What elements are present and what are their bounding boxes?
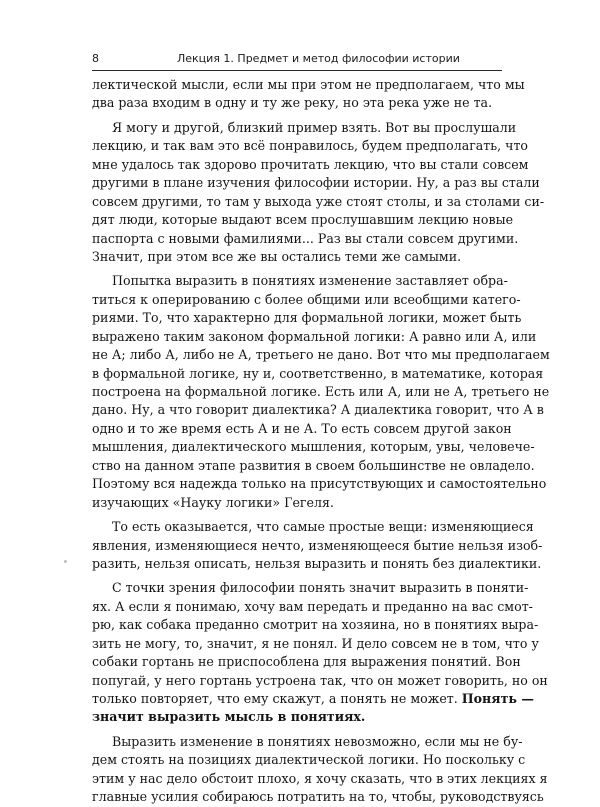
text-line: риями. То, что характерно для формальной логики, может быть [92, 310, 522, 326]
text-line: ство на данном этапе развития в своем большинстве не овладело. [92, 457, 535, 473]
text-line: два раза входим в одну и ту же реку, но эта река уже не та. [92, 95, 493, 111]
text-line: в формальной логике, ну и, соответственно, в математике, которая [92, 365, 544, 381]
paragraph [92, 518, 543, 573]
text-line: разить, нельзя описать, нельзя выразить и понять без диалектики. [92, 555, 542, 571]
running-header [92, 51, 502, 69]
paragraph [92, 579, 548, 727]
text-line: ях. А если я понимаю, хочу вам передать и преданно на вас смот- [92, 598, 533, 614]
text-line: попугай, у него гортань устроена так, что он может говорить, но он [92, 672, 548, 688]
text-line-with-emphasis [92, 690, 534, 708]
text-line: С точки зрения философии понять значит выразить в поняти- [112, 580, 529, 596]
text-line: главные усилия собираюсь потратить на то, чтобы, руководствуясь [92, 789, 544, 805]
text-line: дем стоять на позициях диалектической логики. Но поскольку с [92, 752, 526, 768]
text-line: совсем другими, то там у выхода уже стоят столы, и за столами си- [92, 193, 545, 209]
text-line: мне удалось так здорово прочитать лекцию, что вы стали совсем [92, 156, 529, 172]
header-rule [92, 70, 502, 71]
paragraph [92, 119, 545, 267]
text-line: зить не могу, то, значит, я не понял. И дело совсем не в том, что у [92, 635, 539, 651]
text-line: То есть оказывается, что самые простые вещи: изменяющиеся [112, 519, 534, 535]
running-title: Лекция 1. Предмет и метод философии истории [177, 52, 460, 65]
text-line: дано. Ну, а что говорит диалектика? А диалектика говорит, что А в [92, 402, 544, 418]
text-span: только повторяет, что ему скажут, а понять не может. [92, 691, 458, 706]
text-line: этим у нас дело обстоит плохо, я хочу сказать, что в этих лекциях я [92, 770, 548, 786]
paragraph [92, 76, 525, 113]
text-line: явления, изменяющиеся нечто, изменяющееся бытие нельзя изоб- [92, 537, 543, 553]
text-line: изучающих «Науку логики» Гегеля. [92, 494, 334, 510]
margin-dot [64, 560, 67, 563]
text-line: Поэтому вся надежда только на присутствующих и самостоятельно [92, 476, 547, 492]
text-line: построена на формальной логике. Есть или А, или не А, третьего не [92, 384, 550, 399]
text-line: дят люди, которые выдают всем прослушавшим лекцию новые [92, 212, 514, 228]
text-line: собаки гортань не приспособлена для выражения понятий. Вон [92, 654, 521, 670]
text-line: паспорта с новыми фамилиями... Раз вы стали совсем другими. [92, 230, 519, 246]
text-line: одно и то же время есть А и не А. То есть совсем другой закон [92, 420, 512, 436]
text-line: не А; либо А, либо не А, третьего не дано. Вот что мы предполагаем [92, 347, 550, 363]
text-line: лектической мысли, если мы при этом не предполагаем, что мы [92, 77, 525, 92]
emphasis-bold: Понять — [461, 691, 534, 706]
text-line: другими в плане изучения философии истории. Ну, а раз вы стали [92, 175, 540, 191]
body-text [92, 76, 550, 807]
text-line: лекцию, и так вам это всё понравилось, будем предполагать, что [92, 138, 529, 154]
text-line: выражено таким законом формальной логики: А равно или А, или [92, 328, 537, 344]
text-line: Значит, при этом все же вы остались теми же самыми. [92, 248, 462, 264]
emphasis-bold: значит выразить мысль в понятиях. [92, 709, 366, 725]
paragraph [92, 272, 550, 512]
text-line: мышления, диалектического мышления, которым, увы, человече- [92, 439, 535, 455]
text-line: Я могу и другой, близкий пример взять. Вот вы прослушали [112, 119, 517, 135]
text-line: титься к оперированию с более общими или всеобщими катего- [92, 291, 521, 307]
text-line: рю, как собака преданно смотрит на хозяина, но в понятиях выра- [92, 617, 539, 633]
paragraph [92, 733, 548, 807]
text-line: Выразить изменение в понятиях невозможно, если мы не бу- [112, 733, 523, 749]
text-line: Попытка выразить в понятиях изменение заставляет обра- [112, 273, 508, 289]
page-number: 8 [92, 52, 99, 65]
text-line-bold [92, 708, 502, 726]
